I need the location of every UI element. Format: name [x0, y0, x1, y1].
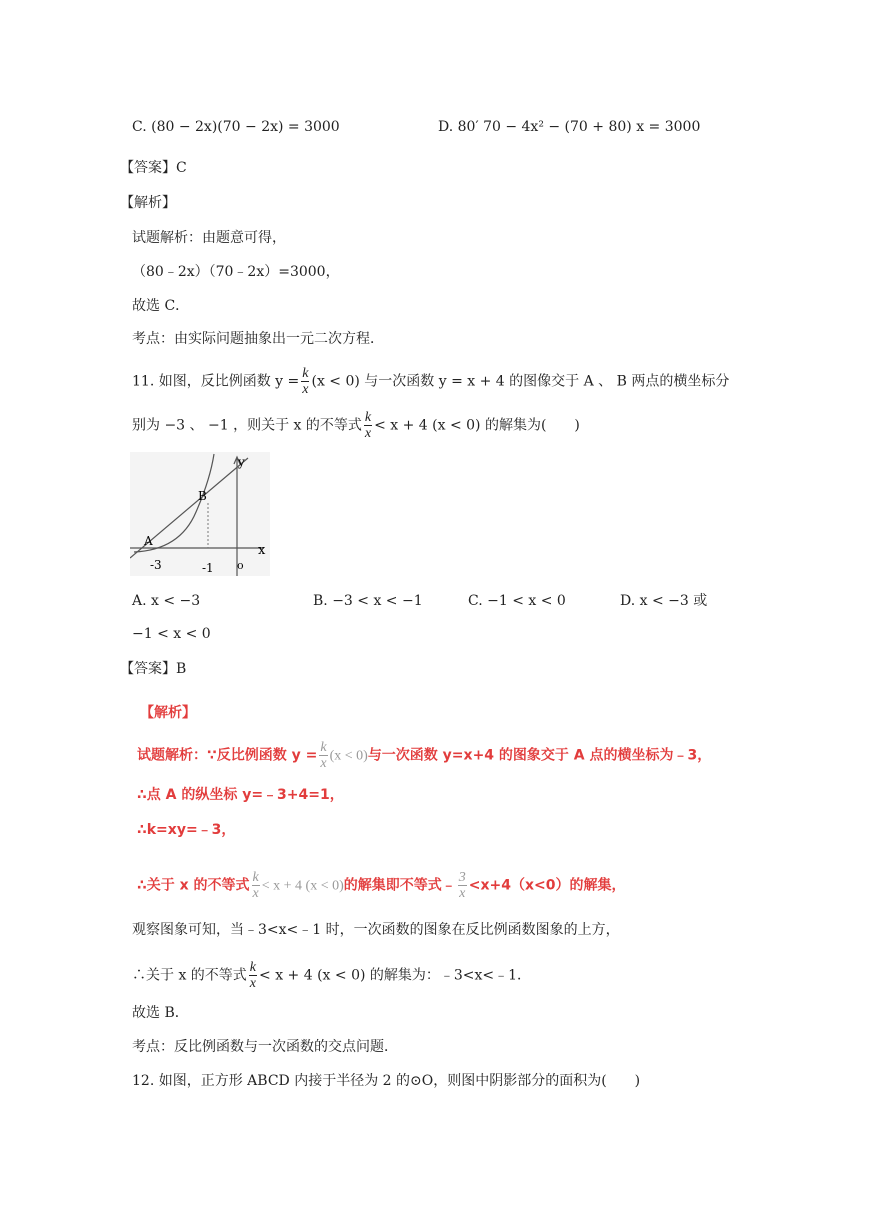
fraction-denominator: x [320, 756, 327, 771]
red-fraction-k-over-x [319, 740, 327, 771]
fraction-denominator: x [249, 976, 257, 991]
q11-option-c: C. −1 < x < 0 [468, 593, 566, 609]
q11-red-analysis-line-3: ∴k=xy=﹣3， [137, 822, 236, 838]
fraction-numerator: k [302, 366, 309, 381]
q11-red-analysis-line-4 [137, 870, 626, 901]
fraction-numerator: k [364, 410, 372, 425]
q11-option-d-continued: −1 < x < 0 [132, 626, 211, 642]
q11-observation: 观察图象可知，当﹣3<x<﹣1 时，一次函数的图象在反比例函数图象的上方， [132, 922, 620, 938]
fraction-denominator: x [459, 886, 466, 901]
q12-stem: 12. 如图，正方形 ABCD 内接于半径为 2 的⊙O，则图中阴影部分的面积为( ) [132, 1073, 641, 1089]
q10-analysis-line-1: 试题解析：由题意可得， [132, 230, 286, 246]
point-b-label: B [198, 489, 207, 503]
fraction-denominator: x [252, 886, 259, 901]
conclusion-part-a: ∴关于 x 的不等式 [132, 967, 247, 984]
red-line-1-part-c: 与一次函数 y=x+4 的图象交于 A 点的横坐标为﹣3， [367, 747, 712, 764]
red-line-4-part-d: <x+4（x<0）的解集， [468, 877, 626, 894]
q11-stem-part-a: 11. 如图，反比例函数 y = [132, 373, 300, 390]
red-line-4-part-b: < x + 4 (x < 0) [261, 878, 344, 894]
fraction-numerator: 3 [458, 870, 466, 885]
q10-analysis-line-2: （80﹣2x）（70﹣2x）=3000， [132, 264, 340, 280]
q11-stem-part-b: (x < 0) 与一次函数 y = x + 4 的图像交于 A 、 B 两点的横坐标分 [311, 373, 730, 390]
q11-stem-part-d: < x + 4 (x < 0) 的解集为( ) [374, 417, 580, 434]
q10-analysis-header: 【解析】 [120, 195, 176, 211]
q11-fraction-k-over-x-2 [364, 410, 372, 441]
q11-red-analysis-line-1 [137, 740, 711, 771]
q11-stem-line-2 [132, 410, 580, 441]
fraction-numerator: k [249, 960, 257, 975]
conclusion-part-b: < x + 4 (x < 0) 的解集为：﹣3<x<﹣1． [259, 967, 532, 984]
q11-red-analysis-header: 【解析】 [140, 705, 196, 721]
q11-stem-part-c: 别为 −3 、 −1 ，则关于 x 的不等式 [132, 417, 362, 434]
conclusion-fraction-k-over-x [249, 960, 257, 991]
y-axis-label: y [238, 455, 245, 469]
q11-option-d: D. x < −3 或 [620, 593, 708, 609]
point-a-label: A [144, 534, 153, 548]
red-line-4-part-a: ∴关于 x 的不等式 [137, 877, 250, 894]
fraction-numerator: k [320, 740, 327, 755]
red-line-1-part-b: (x < 0) [329, 748, 368, 764]
q11-stem-line-1 [132, 366, 729, 397]
q11-knowledge-point: 考点：反比例函数与一次函数的交点问题． [132, 1039, 398, 1055]
red-line-4-part-c: 的解集即不等式﹣ [343, 877, 456, 894]
q11-function-graph [130, 452, 270, 576]
red-fraction-3-over-x [458, 870, 467, 901]
origin-label: o [237, 559, 244, 572]
q10-analysis-line-3: 故选 C． [132, 298, 190, 314]
q11-option-a: A. x < −3 [132, 593, 201, 609]
q10-option-d: D. 80′ 70 − 4x² − (70 + 80) x = 3000 [438, 119, 701, 135]
tick-neg1: -1 [202, 561, 214, 575]
q10-answer: 【答案】C [120, 160, 187, 176]
q11-choose: 故选 B． [132, 1005, 189, 1021]
q11-conclusion [132, 960, 531, 991]
q11-red-analysis-line-2: ∴点 A 的纵坐标 y=﹣3+4=1， [137, 787, 344, 803]
q11-fraction-k-over-x [301, 366, 309, 397]
tick-neg3: -3 [150, 558, 162, 572]
red-fraction-k-over-x-2 [252, 870, 260, 901]
fraction-numerator: k [252, 870, 259, 885]
q10-option-c: C. (80 − 2x)(70 − 2x) = 3000 [132, 119, 340, 135]
q10-knowledge-point: 考点：由实际问题抽象出一元二次方程． [132, 331, 384, 347]
x-axis-label: x [258, 543, 266, 558]
red-line-1-part-a: 试题解析：∵反比例函数 y = [137, 747, 318, 764]
fraction-denominator: x [364, 426, 372, 441]
q11-answer: 【答案】B [120, 661, 187, 677]
fraction-denominator: x [302, 382, 309, 397]
q11-option-b: B. −3 < x < −1 [313, 593, 423, 609]
